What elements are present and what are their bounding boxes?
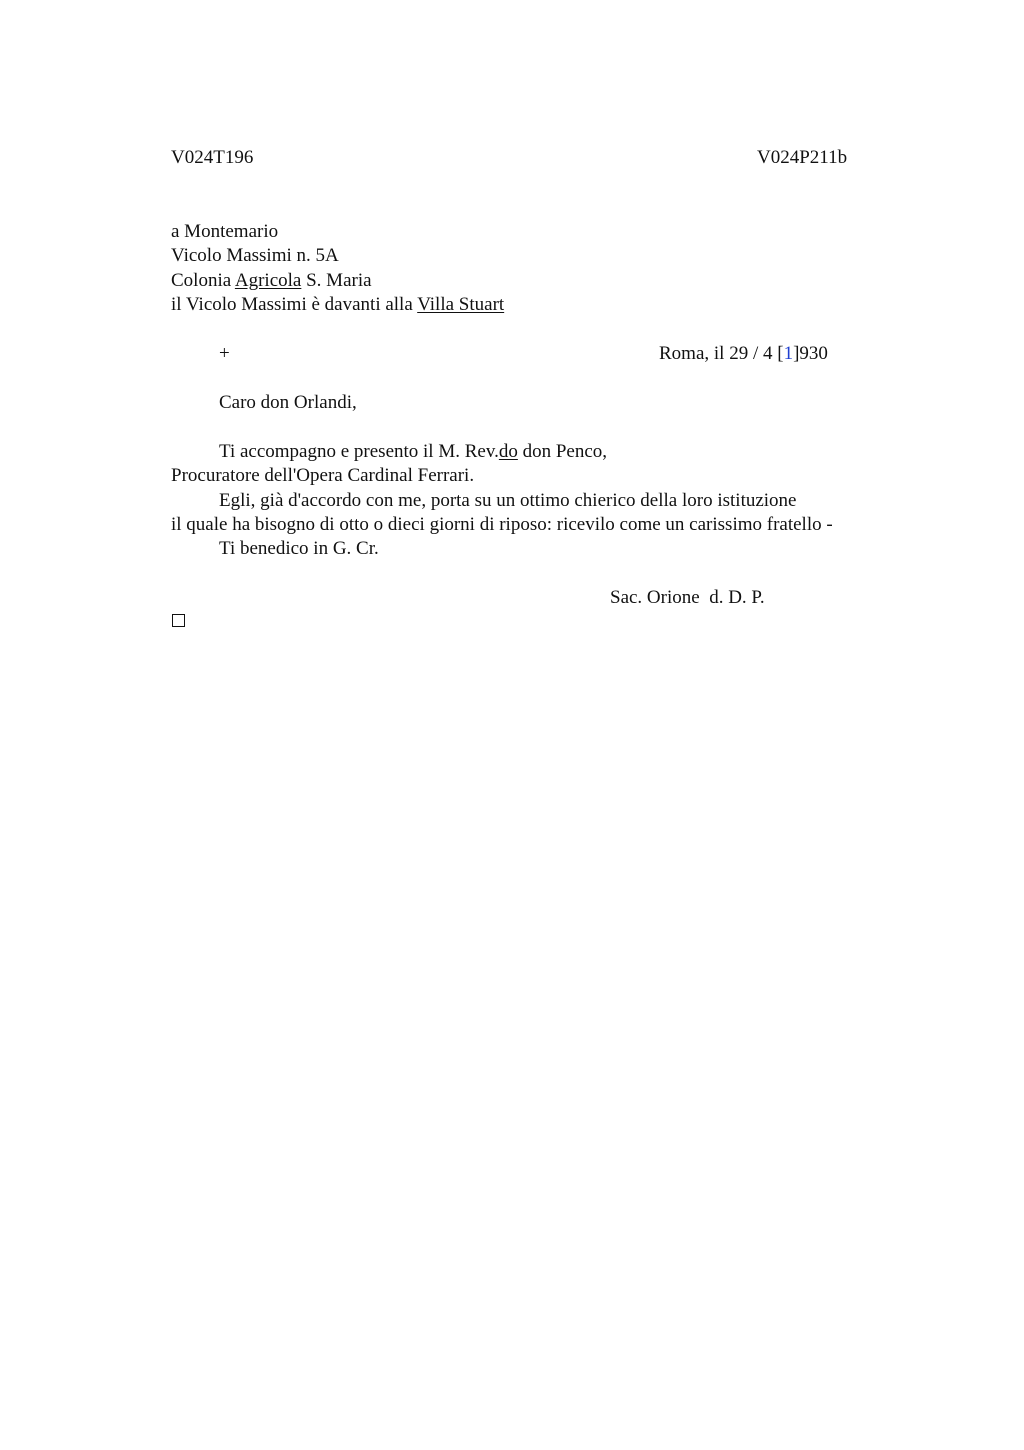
body-p1-underlined: do (498, 441, 518, 462)
letter-date (659, 342, 828, 366)
cross-symbol: + (219, 343, 230, 364)
address-line-3-suffix: S. Maria (301, 270, 372, 291)
date-editorial-digit: 1 (783, 343, 794, 364)
body-p1-suffix: don Penco, (517, 441, 608, 462)
signature: Sac. Orione d. D. P. (610, 587, 765, 608)
date-prefix: Roma, il 29 / 4 [ (659, 343, 784, 364)
document-code-left: V024T196 (171, 147, 254, 168)
address-line-3 (171, 269, 372, 293)
address-villa-stuart-underlined: Villa Stuart (417, 294, 505, 315)
end-square-icon (172, 614, 185, 627)
body-paragraph-2-line-1: Egli, già d'accordo con me, porta su un ottimo chierico della loro istituzione (219, 490, 797, 511)
address-line-4-prefix: il Vicolo Massimi è davanti alla (171, 294, 418, 315)
body-paragraph-2-line-2: il quale ha bisogno di otto o dieci giorni di riposo: ricevilo come un carissimo fratello - (171, 514, 833, 535)
address-line-2: Vicolo Massimi n. 5A (171, 245, 339, 266)
address-line-4 (171, 293, 504, 317)
date-suffix: ]930 (793, 343, 828, 364)
address-line-3-prefix: Colonia (171, 270, 235, 291)
body-paragraph-1-line-2: Procuratore dell'Opera Cardinal Ferrari. (171, 465, 475, 486)
body-p1-prefix: Ti accompagno e presento il M. Rev. (219, 441, 499, 462)
document-code-right: V024P211b (757, 147, 848, 168)
body-paragraph-1-line-1 (219, 440, 607, 464)
body-paragraph-3: Ti benedico in G. Cr. (219, 538, 379, 559)
address-agricola-underlined: Agricola (234, 270, 302, 291)
salutation: Caro don Orlandi, (219, 392, 357, 413)
address-line-1: a Montemario (171, 221, 279, 242)
